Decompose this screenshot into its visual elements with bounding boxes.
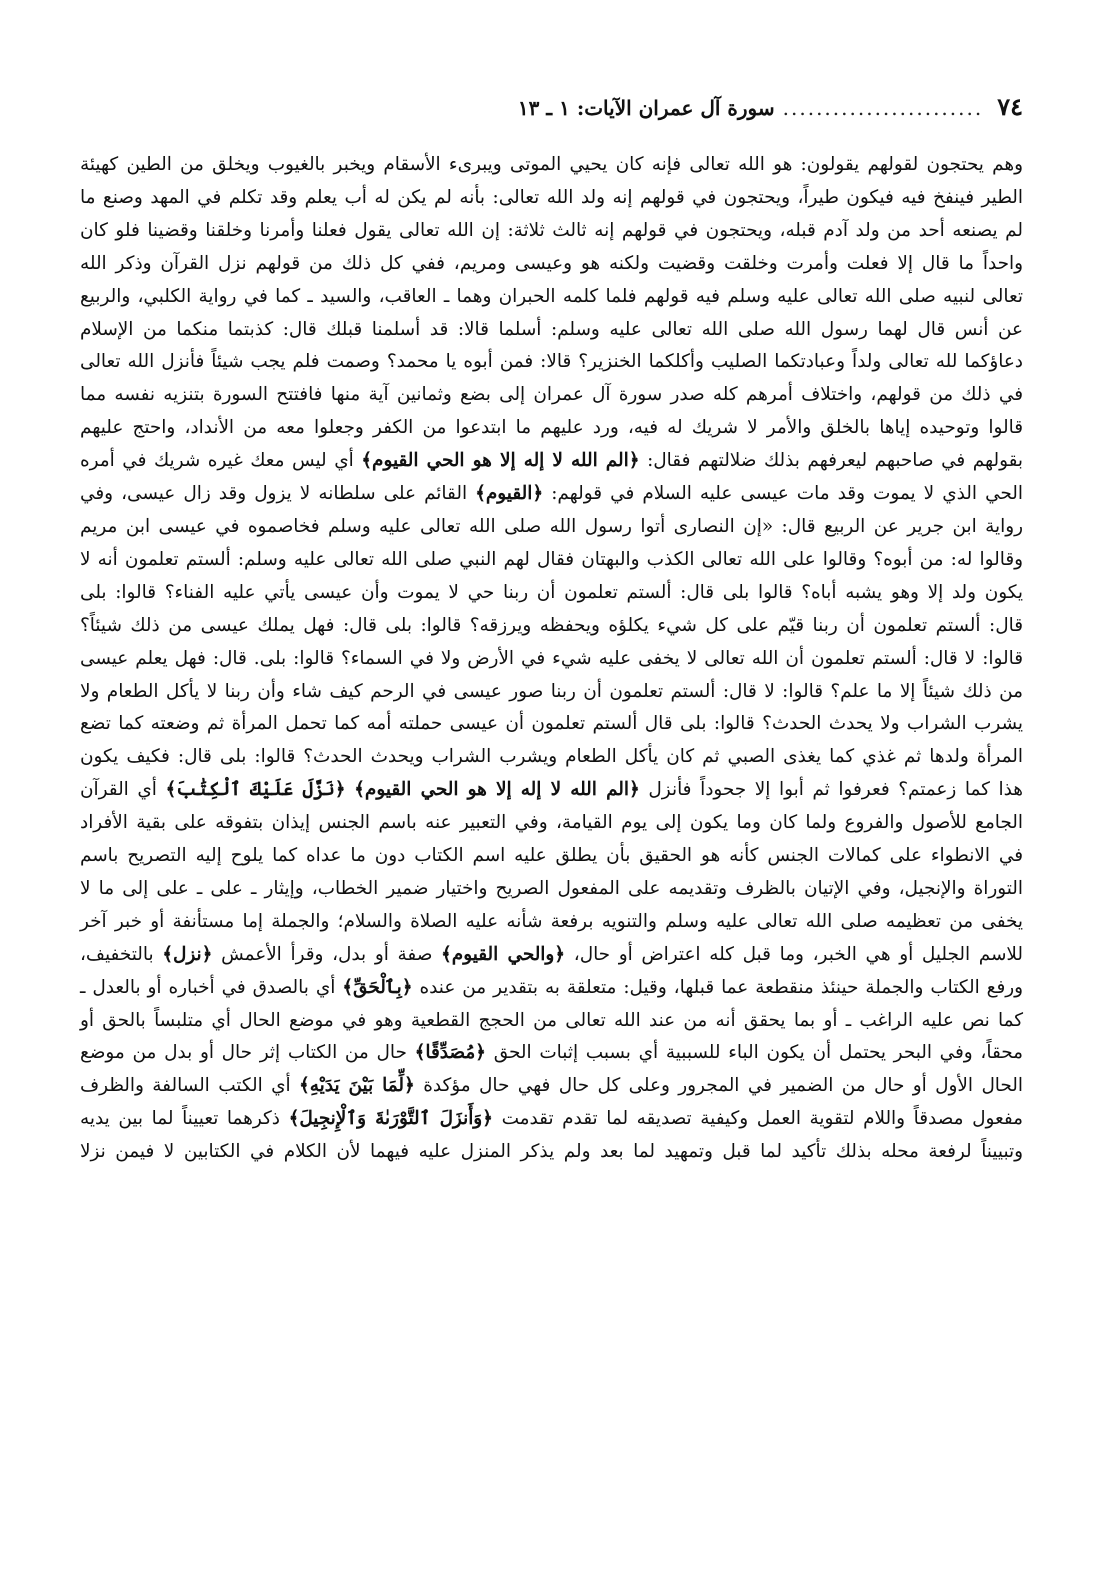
commentary-text: وهم يحتجون لقولهم يقولون: هو الله تعالى فإنه كان يحيي الموتى ويبرىء الأسقام ويخبر بالغيوب ويخلق من الطين كهيئة الطير فينفخ فيه فيكون طيراً، ويحتجون في قولهم إنه ولد الله تعالى: بأنه لم يكن له أب يعلم وقد تكلم في المهد وصنع ما لم يصنعه أحد من ولد آدم قبله، ويحتجون في قولهم إنه ثالث ثلاثة: إن الله تعالى يقول فعلنا وأمرنا وخلقنا وقضينا فلو كان واحداً ما قال إلا فعلت وأمرت وخلقت وقضيت ولكنه هو وعيسى ومريم، ففي كل ذلك من قولهم نزل القرآن وذكر الله تعالى لنبيه صلى الله تعالى عليه وسلم فيه قولهم فلما كلمه الحبران وهما ـ العاقب، والسيد ـ كما في رواية الكلبي، والربيع عن أنس قال لهما رسول الله صلى الله تعالى عليه وسلم: أسلما قالا: قد أسلمنا قبلك قال: كذبتما منكما من الإسلام دعاؤكما لله تعالى ولداً وعبادتكما الصليب وأكلكما الخنزير؟ قالا: فمن أبوه يا محمد؟ وصمت فلم يجب شيئاً فأنزل الله تعالى في ذلك من قولهم، واختلاف أمرهم كله صدر سورة آل عمران إلى بضع وثمانين آية منها فافتتح السورة بتنزيه نفسه مما قالوا وتوحيده إياها بالخلق والأمر لا شريك له فيه، ورد عليهم ما ابتدعوا من الكفر وجعلوا معه من الأنداد، واحتج عليهم بقولهم في صاحبهم ليعرفهم بذلك ضلالتهم فقال: xyxy=(80,154,1023,472)
page-header xyxy=(80,92,1023,123)
running-title: سورة آل عمران الآيات: ١ ـ ١٣ xyxy=(517,96,775,120)
book-page xyxy=(80,92,1023,1542)
quran-quotation: ﴿القيوم﴾ xyxy=(475,483,544,505)
commentary-text: أي الكتب السالفة والظرف مفعول مصدقاً واللام لتقوية العمل وكيفية تصديقه لما تقدم تقدمت xyxy=(80,1075,1023,1130)
quran-quotation: ﴿نزل﴾ xyxy=(162,943,213,965)
page-number: ٧٤ xyxy=(997,92,1023,121)
commentary-text: القائم على سلطانه لا يزول وقد زال عيسى، وفي رواية ابن جرير عن الربيع قال: «إن النصارى أتوا رسول الله صلى الله تعالى عليه وسلم فخاصموه في عيسى ابن مريم وقالوا له: من أبوه؟ وقالوا على الله تعالى الكذب والبهتان فقال لهم النبي صلى الله تعالى عليه وسلم: ألستم تعلمون أنه لا يكون ولد إلا وهو يشبه أباه؟ قالوا بلى قال: ألستم تعلمون أن ربنا حي لا يموت وأن عيسى يأتي عليه الفناء؟ قالوا: بلى قال: ألستم تعلمون أن ربنا قيّم على كل شيء يكلؤه ويحفظه ويرزقه؟ قالوا: بلى قال: فهل يملك عيسى من ذلك شيئاً؟ قالوا: لا قال: ألستم تعلمون أن الله تعالى لا يخفى عليه شيء في الأرض ولا في السماء؟ قالوا: بلى. قال: فهل يعلم عيسى من ذلك شيئاً إلا ما علم؟ قالوا: لا قال: ألستم تعلمون أن ربنا صور عيسى في الرحم كيف شاء وأن ربنا لا يأكل الطعام ولا يشرب الشراب ولا يحدث الحدث؟ قالوا: بلى قال ألستم تعلمون أن عيسى حملته أمه كما تحمل المرأة ثم وضعته كما تضع المرأة ولدها ثم غذي كما يغذى الصبي ثم كان يأكل الطعام ويشرب الشراب ويحدث الحدث؟ قالوا: بلى قال: فكيف يكون هذا كما زعمتم؟ فعرفوا ثم أبوا إلا جحوداً فأنزل xyxy=(80,483,1023,801)
quran-quotation: ﴿بِٱلْحَقِّ﴾ xyxy=(342,976,413,998)
quran-quotation: ﴿الم الله لا إله إلا هو الحي القيوم﴾ xyxy=(361,450,640,472)
commentary-text xyxy=(346,779,355,800)
commentary-text: أي ليس معك غيره شريك في أمره الحي الذي لا يموت وقد مات عيسى عليه السلام في قولهم: xyxy=(80,450,1024,505)
quran-quotation: ﴿والحي القيوم﴾ xyxy=(441,943,566,965)
commentary-text: ذكرهما تعييناً لما بين يديه وتبييناً لرفعة محله بذلك تأكيد لما قبل وتمهيد لما بعد ولم يذكر المنزل عليه فيهما لأن الكلام في الكتابين لا فيمن نزلا xyxy=(80,1108,1023,1163)
main-paragraph xyxy=(80,149,1023,1169)
body-text xyxy=(80,149,1023,1169)
commentary-text: بالتخفيف، ورفع الكتاب والجملة حينئذ منقطعة عما قبلها، وقيل: متعلقة به بتقدير من عنده xyxy=(80,943,1023,998)
commentary-text: حال من الكتاب إثر حال أو بدل من موضع الحال الأول أو حال من الضمير في المجرور وعلى كل حال فهي حال مؤكدة xyxy=(80,1042,1023,1097)
commentary-text: أي القرآن الجامع للأصول والفروع ولما كان وما يكون إلى يوم القيامة، وفي التعبير عنه باسم الجنس إيذان بتفوقه على بقية الأفراد في الانطواء على كمالات الجنس كأنه هو الحقيق بأن يطلق عليه اسم الكتاب دون ما عداه كما يلوح إليه التصريح باسم التوراة والإنجيل، وفي الإتيان بالظرف وتقديمه على المفعول الصريح واختيار ضمير الخطاب، وإيثار ـ على ـ على إلى ما لا يخفى من تعظيمه صلى الله تعالى عليه وسلم والتنويه برفعة شأنه عليه الصلاة والسلام؛ والجملة إما مستأنفة أو خبر آخر للاسم الجليل أو هي الخبر، وما قبل كله اعتراض أو حال، xyxy=(80,779,1023,965)
quran-quotation: ﴿مُصَدِّقًا﴾ xyxy=(414,1042,486,1064)
header-dot-leader: ........................ xyxy=(782,96,984,120)
quran-quotation: ﴿لِّمَا بَيْنَ يَدَيْهِ﴾ xyxy=(299,1075,415,1097)
commentary-text: أي بالصدق في أخباره أو بالعدل ـ كما نص عليه الراغب ـ أو بما يحقق أنه من عند الله تعالى من الحجج القطعية وهو في موضع الحال أي متلبساً بالحق أو محقاً، وفي البحر يحتمل أن يكون الباء للسببية أي بسبب إثبات الحق xyxy=(80,976,1023,1064)
quran-quotation: ﴿نَزَّلَ عَلَيْكَ ٱلْكِتَٰبَ﴾ xyxy=(165,779,346,801)
quran-quotation: ﴿وَأَنزَلَ ٱلتَّوْرَىٰةَ وَٱلْإِنجِيلَ﴾ xyxy=(288,1108,493,1130)
commentary-text: صفة أو بدل، وقرأ الأعمش xyxy=(212,943,442,965)
quran-quotation: ﴿الم الله لا إله إلا هو الحي القيوم﴾ xyxy=(354,779,640,801)
